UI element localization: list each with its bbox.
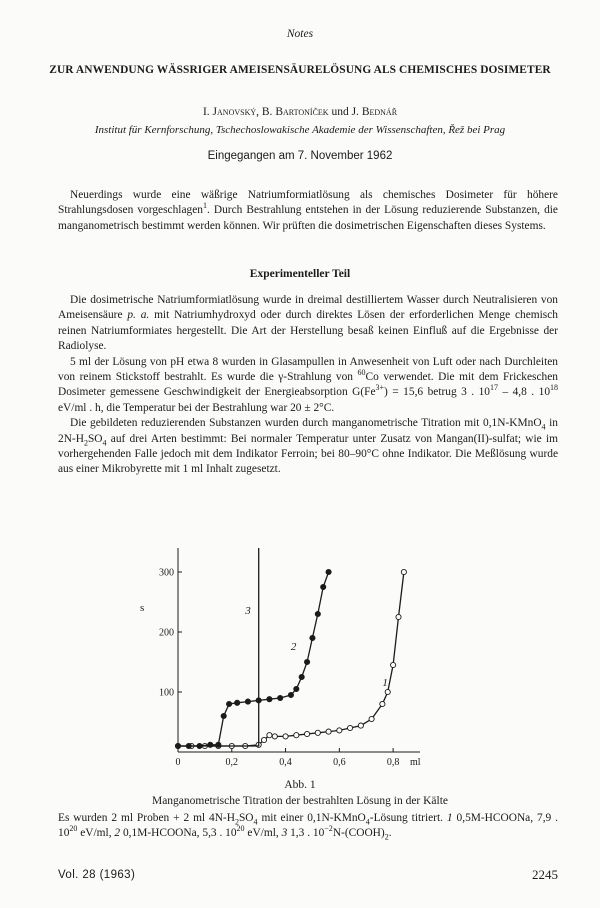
p1-text-b: mit Natriumhydroxyd oder durch direktes Lösen der erforderlichen Menge chemisch reinen Natriumformiates hergestellt. Die Art der Herstellung besaß keinen Einfluß auf die Ergebnisse der Radiolyse. [58,309,558,353]
series-1-point [369,716,374,721]
p3-sub-2: 2 [83,437,88,447]
p3-text-a: Die gebildeten reduzierenden Substanzen wurden durch manganometrische Titration mit 0,1N-KMnO [70,417,542,430]
y-axis-label: s [140,602,145,614]
y-tick-label: 300 [159,567,174,579]
series-1-point [326,729,331,734]
p2-sup-2: 3+ [375,383,385,393]
x-axis-label: ml [410,757,421,768]
series-1-point [358,723,363,728]
p2-text-a: 5 ml der Lösung von pH etwa 8 wurden in Glasampullen in Anwesenheit von Luft oder nach Durchleiten von reinem Stickstoff bestrahlt. Es wurde die γ-Strahlung von [58,355,558,384]
series-2-point [304,659,309,664]
figure-caption [58,811,558,841]
series-3-label: 3 [245,605,251,617]
p1-text-a: Die dosimetrische Natriumformiatlösung wurde in dreimal destilliertem Wasser durch Neutralisieren von Ameisensäure [58,294,558,322]
series-1-point [337,728,342,733]
caption-sup: −2 [324,824,333,834]
series-2-point [288,692,293,697]
institute-line: Institut für Kernforschung, Tschechoslowakische Akademie der Wissenschaften, Řež bei Prag [94,124,506,136]
author-1-name: Janovský [212,106,257,118]
series-2-point [245,699,250,704]
caption-curve-3: 3 [281,827,288,839]
p2-sup-3: 17 [490,383,498,393]
caption-part: N-(COOH) [332,827,385,839]
intro-text-a: Neuerdings wurde eine wäßrige Natriumformiatlösung als chemisches Dosimeter für höhere Strahlungsdosen vorgeschlagen [58,189,558,217]
caption-part: eV/ml, [77,827,115,839]
p2-text-e: eV/ml . h, die Temperatur bei der Bestrahlung war 20 ± 2°C. [58,401,335,414]
series-1-point [315,730,320,735]
series-2-point [326,569,331,574]
series-1-point [347,725,352,730]
series-2-point [321,584,326,589]
author-3-name: Bednář [361,106,398,118]
series-1-point [267,733,272,738]
caption-sub: 4 [365,817,370,827]
caption-part: Es wurden 2 ml Proben + 2 ml 4N-H [58,812,235,824]
article-title: ZUR ANWENDUNG WÄSSRIGER AMEISENSÄURELÖSUNG ALS CHEMISCHES DOSIMETER [49,64,551,76]
section-heading: Experimenteller Teil [249,268,351,280]
series-1-point [385,689,390,694]
series-2-label: 2 [290,641,297,653]
y-tick-label: 100 [159,687,174,699]
figure-label: Abb. 1 [284,779,316,791]
caption-sup: 20 [69,824,78,834]
author-1-initial: I. [202,106,213,118]
series-1-point [391,662,396,667]
p1-italic: p. a. [127,309,150,322]
author-line [0,106,600,118]
p3-text-c: SO [87,432,103,445]
titration-figure [140,540,460,775]
paragraph-3 [58,416,558,478]
p3-text-d: auf drei Arten bestimmt: Bei normaler Temperatur unter Zusatz von Mangan(II)-sulfat; wie im vorhergehenden Falle jedoch mit dem Indikator Ferroin; bei 80–90°C ohne Indikator. Die Meßlösung wurde aus einer Mikrobyrette mit 1 ml Inhalt zugesetzt. [58,432,558,476]
series-2-point [294,686,299,691]
series-2-point [315,611,320,616]
series-1-point [272,734,277,739]
series-2-line [178,572,329,746]
y-tick-label: 200 [159,627,174,639]
series-2-point [299,674,304,679]
caption-sup: 20 [236,824,245,834]
x-tick-label: 0,8 [386,757,400,768]
caption-part: mit einer 0,1N-KMnO [257,812,366,824]
p2-text-d: – 4,8 . 10 [498,386,551,399]
caption-part: 1,3 . 10 [287,827,325,839]
caption-part: eV/ml, [244,827,282,839]
caption-part: SO [238,812,254,824]
and-word: und [328,106,352,118]
series-2-point [310,635,315,640]
caption-part: 0,5M-HCOONa, 7,9 . 10 [58,812,559,839]
paragraph-2 [58,355,558,417]
received-date: Eingegangen am 7. November 1962 [207,150,393,162]
p2-sup-1: 60 [357,368,366,378]
caption-sub: 2 [384,832,389,842]
p2-sup-4: 18 [550,383,559,393]
caption-curve-1: 1 [446,812,453,824]
p3-sub-1: 4 [541,422,546,432]
series-2-point [235,700,240,705]
series-1-point [401,569,406,574]
series-2-point [267,697,272,702]
author-2-initial: B. [261,106,276,118]
p3-sub-3: 4 [102,437,107,447]
figure-title: Manganometrische Titration der bestrahlten Lösung in der Kälte [151,795,449,807]
reference-1: 1 [202,201,207,211]
series-2-point [221,713,226,718]
x-tick-label: 0,6 [333,757,346,768]
caption-part: . [388,827,392,839]
intro-text-b: . Durch Bestrahlung entstehen in der Lösung reduzierende Substanzen, die manganometrisch bestimmt werden können. Wir prüften die dosimetrischen Eigenschaften dieses Systems. [58,204,558,232]
intro-paragraph [58,188,558,234]
series-1-point [380,701,385,706]
caption-sub: 2 [234,817,239,827]
page-number: 2245 [532,867,558,882]
x-tick-label: 0,4 [279,757,292,768]
author-separator: , [256,106,262,118]
x-tick-label: 0 [175,757,181,768]
paragraph-1 [58,293,558,355]
author-2-name: Bartoníček [275,106,329,118]
series-1-label: 1 [382,677,388,689]
series-1-point [294,733,299,738]
caption-part: -Lösung titriert. [369,812,447,824]
section-header: Notes [286,28,314,40]
caption-curve-2: 2 [114,827,121,839]
series-1-point [283,734,288,739]
series-2-point [278,695,283,700]
series-2-point [226,701,231,706]
p2-text-b: Co verwendet. Die mit dem Frickeschen Dosimeter gemessene Geschwindigkeit der Energieabsorption G(Fe [58,371,558,399]
caption-part: 0,1M-HCOONa, 5,3 . 10 [120,827,237,839]
caption-sub: 4 [253,817,258,827]
p2-text-c: ) = 15,6 betrug 3 . 10 [384,386,490,399]
series-3-line [178,548,259,746]
series-1-point [396,614,401,619]
titration-chart [140,540,460,775]
volume-footer: Vol. 28 (1963) [58,869,136,881]
series-1-point [261,737,266,742]
series-1-point [304,731,309,736]
p3-text-b: in 2N-H [58,417,558,445]
author-3-initial: J. [351,106,362,118]
experimental-section [58,293,558,478]
x-tick-label: 0,2 [225,757,239,768]
